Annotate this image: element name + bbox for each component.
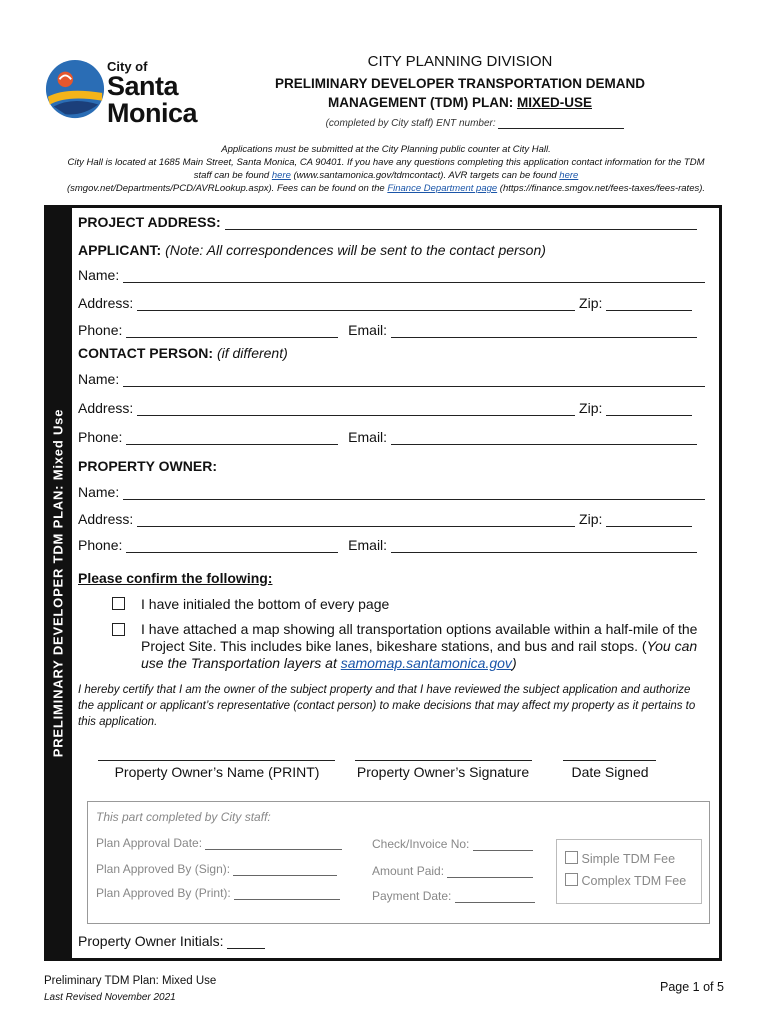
ent-number-label: (completed by City staff) ENT number: — [325, 118, 496, 129]
complex-fee-option — [565, 873, 686, 888]
map-text-line2a: Project Site. This includes bike lanes, bikeshare stations, and bus and rail stops. ( — [141, 638, 647, 654]
intro-line3b: (www.santamonica.gov/tdmcontact). AVR targets can be found — [290, 170, 560, 181]
simple-fee-option — [565, 851, 675, 866]
map-text-you-can: You can — [646, 638, 698, 654]
intro-line2: City Hall is located at 1685 Main Street, Santa Monica, CA 90401. If you have any questions completing this application contact information for the TDM — [67, 157, 705, 168]
santa-monica-logo-icon — [44, 58, 106, 120]
intro-line4 — [40, 182, 732, 195]
intro-line4b: (https://finance.smgov.net/fees-taxes/fees-rates). — [497, 183, 706, 194]
amount-paid-field[interactable] — [447, 865, 533, 878]
map-checkbox[interactable] — [112, 623, 125, 636]
owner-initials-label: Property Owner Initials: — [78, 933, 224, 949]
initials-checkbox[interactable] — [112, 597, 125, 610]
owner-email-label: Email: — [348, 537, 388, 553]
contact-email-label: Email: — [348, 429, 388, 445]
date-signed-label: Date Signed — [571, 764, 649, 780]
contact-email-field[interactable] — [391, 430, 697, 445]
applicant-address-field[interactable] — [137, 296, 575, 311]
intro-text — [40, 143, 732, 195]
owner-phone-row — [78, 537, 697, 553]
applicant-email-label: Email: — [348, 322, 388, 338]
applicant-address-row — [78, 295, 692, 311]
project-address-row — [78, 214, 697, 230]
simple-fee-label: Simple TDM Fee — [581, 852, 676, 866]
approved-by-print-row — [96, 886, 340, 900]
contact-address-row — [78, 400, 692, 416]
map-text-line3a: use the Transportation layers at — [141, 655, 341, 671]
simple-fee-checkbox[interactable] — [565, 851, 578, 864]
owner-phone-label: Phone: — [78, 537, 123, 553]
applicant-zip-field[interactable] — [606, 296, 692, 311]
contact-zip-field[interactable] — [606, 401, 692, 416]
complex-fee-label: Complex TDM Fee — [581, 874, 687, 888]
owner-initials-field[interactable] — [227, 934, 265, 949]
footer-title: Preliminary TDM Plan: Mixed Use — [44, 975, 217, 987]
tdm-contact-link[interactable]: here — [271, 170, 291, 181]
contact-name-field[interactable] — [123, 372, 705, 387]
owner-signature-label: Property Owner’s Signature — [356, 764, 530, 780]
samomap-link[interactable]: samomap.santamonica.gov — [340, 655, 512, 671]
form-title-line2 — [220, 93, 700, 112]
payment-date-row — [372, 889, 535, 903]
applicant-label: APPLICANT: — [78, 242, 162, 258]
approved-by-sign-label: Plan Approved By (Sign): — [96, 862, 231, 876]
owner-address-field[interactable] — [137, 512, 575, 527]
applicant-heading — [78, 242, 546, 258]
owner-initials-row — [78, 933, 265, 949]
contact-label: CONTACT PERSON: — [78, 345, 214, 361]
applicant-zip-label: Zip: — [579, 295, 603, 311]
approved-by-sign-row — [96, 862, 337, 876]
logo-wordmark — [107, 60, 197, 127]
owner-name-print-label: Property Owner’s Name (PRINT) — [114, 764, 320, 780]
owner-label: PROPERTY OWNER: — [78, 458, 217, 474]
approved-by-print-label: Plan Approved By (Print): — [96, 886, 231, 900]
applicant-phone-label: Phone: — [78, 322, 123, 338]
logo-city-of: City of — [107, 59, 148, 74]
map-text-line1: I have attached a map showing all transportation options available within a half-mile of the — [141, 621, 698, 637]
confirm-item-initials-text: I have initialed the bottom of every page — [141, 596, 390, 612]
applicant-name-label: Name: — [78, 267, 120, 283]
applicant-name-field[interactable] — [123, 268, 705, 283]
approved-by-print-field[interactable] — [234, 887, 340, 900]
check-invoice-label: Check/Invoice No: — [372, 837, 470, 851]
sidebar-label: PRELIMINARY DEVELOPER TDM PLAN: Mixed Use — [50, 408, 66, 758]
logo-monica: Monica — [107, 98, 198, 128]
form-title-mixed-use: MIXED-USE — [516, 95, 592, 110]
owner-signature-line[interactable] — [355, 760, 532, 761]
form-title-line2a: MANAGEMENT (TDM) PLAN: — [328, 95, 517, 110]
owner-name-print-line[interactable] — [98, 760, 335, 761]
map-text-line3 — [141, 655, 701, 672]
owner-name-row — [78, 484, 705, 500]
map-text-line3-end: ) — [511, 655, 517, 671]
project-address-label: PROJECT ADDRESS: — [78, 214, 221, 230]
form-title — [220, 74, 700, 112]
date-signed-line[interactable] — [563, 760, 656, 761]
contact-phone-label: Phone: — [78, 429, 123, 445]
fee-type-box — [556, 839, 702, 904]
amount-paid-row — [372, 864, 533, 878]
footer-revised: Last Revised November 2021 — [44, 992, 176, 1003]
form-title-line1: PRELIMINARY DEVELOPER TRANSPORTATION DEMAND — [274, 76, 646, 91]
intro-line4a: (smgov.net/Departments/PCD/AVRLookup.aspx). Fees can be found on the — [66, 183, 388, 194]
division-heading: CITY PLANNING DIVISION — [367, 53, 553, 70]
payment-date-label: Payment Date: — [372, 889, 452, 903]
approval-date-row — [96, 836, 342, 850]
intro-line1: Applications must be submitted at the City Planning public counter at City Hall. — [221, 144, 551, 155]
amount-paid-label: Amount Paid: — [372, 864, 445, 878]
finance-department-link[interactable]: Finance Department page — [387, 183, 498, 194]
contact-zip-label: Zip: — [579, 400, 603, 416]
ent-number-field[interactable] — [498, 118, 624, 129]
contact-note: (if different) — [216, 345, 288, 361]
owner-zip-label: Zip: — [579, 511, 603, 527]
logo-santa: Santa — [107, 71, 179, 101]
contact-phone-field[interactable] — [126, 430, 338, 445]
owner-name-field[interactable] — [123, 485, 705, 500]
applicant-email-field[interactable] — [391, 323, 697, 338]
owner-phone-field[interactable] — [126, 538, 338, 553]
map-text-line2 — [141, 638, 701, 655]
intro-line3a: staff can be found — [193, 170, 272, 181]
payment-date-field[interactable] — [455, 890, 535, 903]
project-address-field[interactable] — [225, 215, 697, 230]
approval-date-label: Plan Approval Date: — [96, 836, 203, 850]
owner-address-label: Address: — [78, 511, 134, 527]
ent-number-row — [300, 118, 650, 129]
contact-name-row — [78, 371, 705, 387]
owner-heading — [78, 458, 217, 474]
applicant-note: (Note: All correspondences will be sent to the contact person) — [165, 242, 546, 258]
complex-fee-checkbox[interactable] — [565, 873, 578, 886]
approval-date-field[interactable] — [205, 837, 342, 850]
contact-phone-row — [78, 429, 697, 445]
approved-by-sign-field[interactable] — [233, 863, 337, 876]
intro-line3 — [40, 169, 732, 182]
owner-zip-field[interactable] — [606, 512, 692, 527]
check-invoice-row — [372, 837, 533, 851]
contact-name-label: Name: — [78, 371, 120, 387]
check-invoice-field[interactable] — [473, 838, 533, 851]
applicant-phone-row — [78, 322, 697, 338]
contact-heading — [78, 345, 288, 361]
contact-address-label: Address: — [78, 400, 134, 416]
confirm-item-map — [112, 622, 125, 638]
confirm-item-initials — [112, 596, 125, 612]
owner-name-label: Name: — [78, 484, 120, 500]
staff-heading: This part completed by City staff: — [96, 810, 271, 824]
page-number: Page 1 of 5 — [660, 980, 724, 994]
contact-address-field[interactable] — [137, 401, 575, 416]
applicant-address-label: Address: — [78, 295, 134, 311]
applicant-phone-field[interactable] — [126, 323, 338, 338]
avr-targets-link[interactable]: here — [559, 170, 579, 181]
owner-email-field[interactable] — [391, 538, 697, 553]
owner-address-row — [78, 511, 692, 527]
certification-text: I hereby certify that I am the owner of the subject property and that I have reviewed the subject application and authorize the applicant or applicant’s representative (contact person) to make decisions that may affect my property as it pertains to this application. — [78, 684, 696, 728]
applicant-name-row — [78, 267, 705, 283]
confirm-heading: Please confirm the following: — [78, 570, 273, 586]
confirm-item-map-text — [141, 621, 701, 672]
